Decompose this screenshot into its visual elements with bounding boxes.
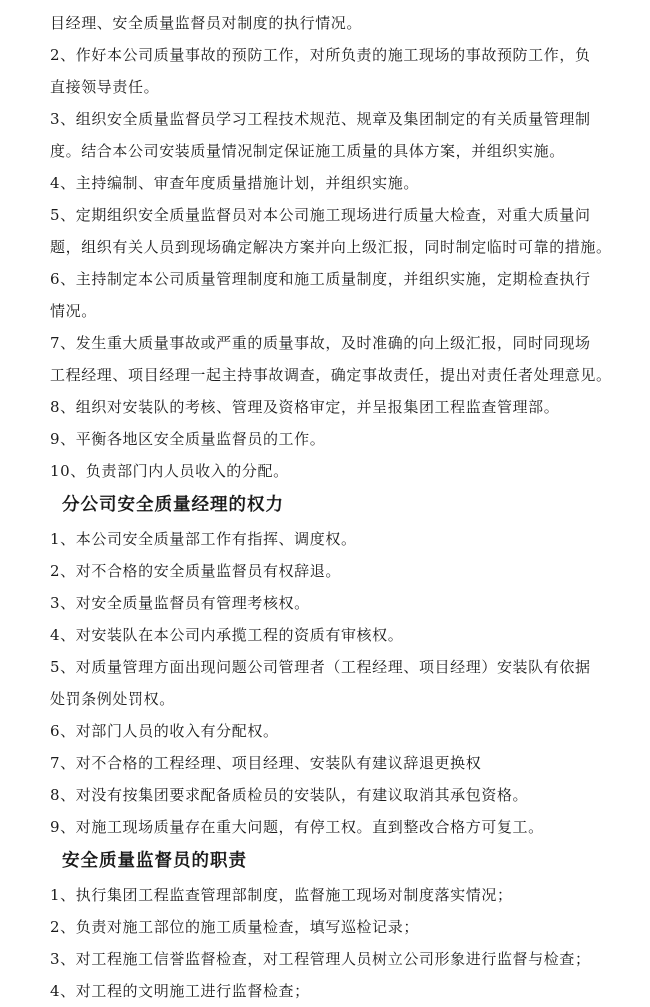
- paragraph-line: 工程经理、项目经理一起主持事故调查，确定事故责任，提出对责任者处理意见。: [50, 366, 612, 384]
- paragraph: [50, 747, 636, 779]
- paragraph: [50, 975, 636, 1007]
- section-heading: 安全质量监督员的职责: [62, 851, 247, 871]
- paragraph: [50, 811, 636, 843]
- paragraph: [50, 7, 636, 39]
- paragraph-line: 8、组织对安装队的考核、管理及资格审定，并呈报集团工程监查管理部。: [50, 398, 560, 416]
- paragraph: [50, 327, 636, 391]
- paragraph-line: 5、对质量管理方面出现问题公司管理者（工程经理、项目经理）安装队有依据: [50, 658, 591, 676]
- paragraph: [50, 619, 636, 651]
- paragraph-line: 直接领导责任。: [50, 78, 160, 96]
- paragraph-line: 8、对没有按集团要求配备质检员的安装队，有建议取消其承包资格。: [50, 786, 529, 804]
- section-manager-powers: [50, 487, 636, 843]
- paragraph: [50, 199, 636, 263]
- paragraph-line: 4、主持编制、审查年度质量措施计划，并组织实施。: [50, 174, 419, 192]
- paragraph-line: 1、本公司安全质量部工作有指挥、调度权。: [50, 530, 357, 548]
- paragraph: [50, 715, 636, 747]
- paragraph-line: 题，组织有关人员到现场确定解决方案并向上级汇报，同时制定临时可靠的措施。: [50, 238, 612, 256]
- paragraph-line: 2、负责对施工部位的施工质量检查，填写巡检记录；: [50, 918, 419, 936]
- paragraph: [50, 39, 636, 103]
- section-manager-duties: [50, 7, 636, 487]
- paragraph-line: 情况。: [50, 302, 97, 320]
- paragraph-line: 9、平衡各地区安全质量监督员的工作。: [50, 430, 326, 448]
- paragraph: [50, 555, 636, 587]
- paragraph: [50, 391, 636, 423]
- paragraph: [50, 523, 636, 555]
- section-heading: 分公司安全质量经理的权力: [62, 495, 284, 515]
- paragraph: [50, 103, 636, 167]
- paragraph: [50, 879, 636, 911]
- paragraph-line: 6、对部门人员的收入有分配权。: [50, 722, 279, 740]
- paragraph-line: 度。结合本公司安装质量情况制定保证施工质量的具体方案，并组织实施。: [50, 142, 565, 160]
- paragraph-line: 2、作好本公司质量事故的预防工作，对所负责的施工现场的事故预防工作，负: [50, 46, 591, 64]
- paragraph: [50, 167, 636, 199]
- paragraph: [50, 455, 636, 487]
- paragraph-line: 3、对工程施工信誉监督检查，对工程管理人员树立公司形象进行监督与检查；: [50, 950, 591, 968]
- paragraph-line: 3、组织安全质量监督员学习工程技术规范、规章及集团制定的有关质量管理制: [50, 110, 591, 128]
- paragraph-line: 3、对安全质量监督员有管理考核权。: [50, 594, 310, 612]
- paragraph: [50, 423, 636, 455]
- paragraph-line: 目经理、安全质量监督员对制度的执行情况。: [50, 14, 363, 32]
- paragraph-line: 7、发生重大质量事故或严重的质量事故，及时准确的向上级汇报，同时同现场: [50, 334, 591, 352]
- paragraph-line: 处罚条例处罚权。: [50, 690, 175, 708]
- paragraph-line: 6、主持制定本公司质量管理制度和施工质量制度，并组织实施，定期检查执行: [50, 270, 591, 288]
- paragraph-line: 4、对安装队在本公司内承揽工程的资质有审核权。: [50, 626, 404, 644]
- paragraph: [50, 263, 636, 327]
- paragraph-line: 2、对不合格的安全质量监督员有权辞退。: [50, 562, 341, 580]
- paragraph: [50, 651, 636, 715]
- paragraph-line: 1、执行集团工程监查管理部制度，监督施工现场对制度落实情况；: [50, 886, 513, 904]
- section-inspector-duties: [50, 843, 636, 1007]
- paragraph-line: 9、对施工现场质量存在重大问题，有停工权。直到整改合格方可复工。: [50, 818, 544, 836]
- paragraph-line: 10、负责部门内人员收入的分配。: [50, 462, 289, 480]
- paragraph: [50, 943, 636, 975]
- paragraph: [50, 587, 636, 619]
- paragraph-line: 7、对不合格的工程经理、项目经理、安装队有建议辞退更换权: [50, 754, 482, 772]
- paragraph-line: 5、定期组织安全质量监督员对本公司施工现场进行质量大检查，对重大质量问: [50, 206, 591, 224]
- paragraph: [50, 911, 636, 943]
- paragraph-line: 4、对工程的文明施工进行监督检查；: [50, 982, 310, 1000]
- paragraph: [50, 779, 636, 811]
